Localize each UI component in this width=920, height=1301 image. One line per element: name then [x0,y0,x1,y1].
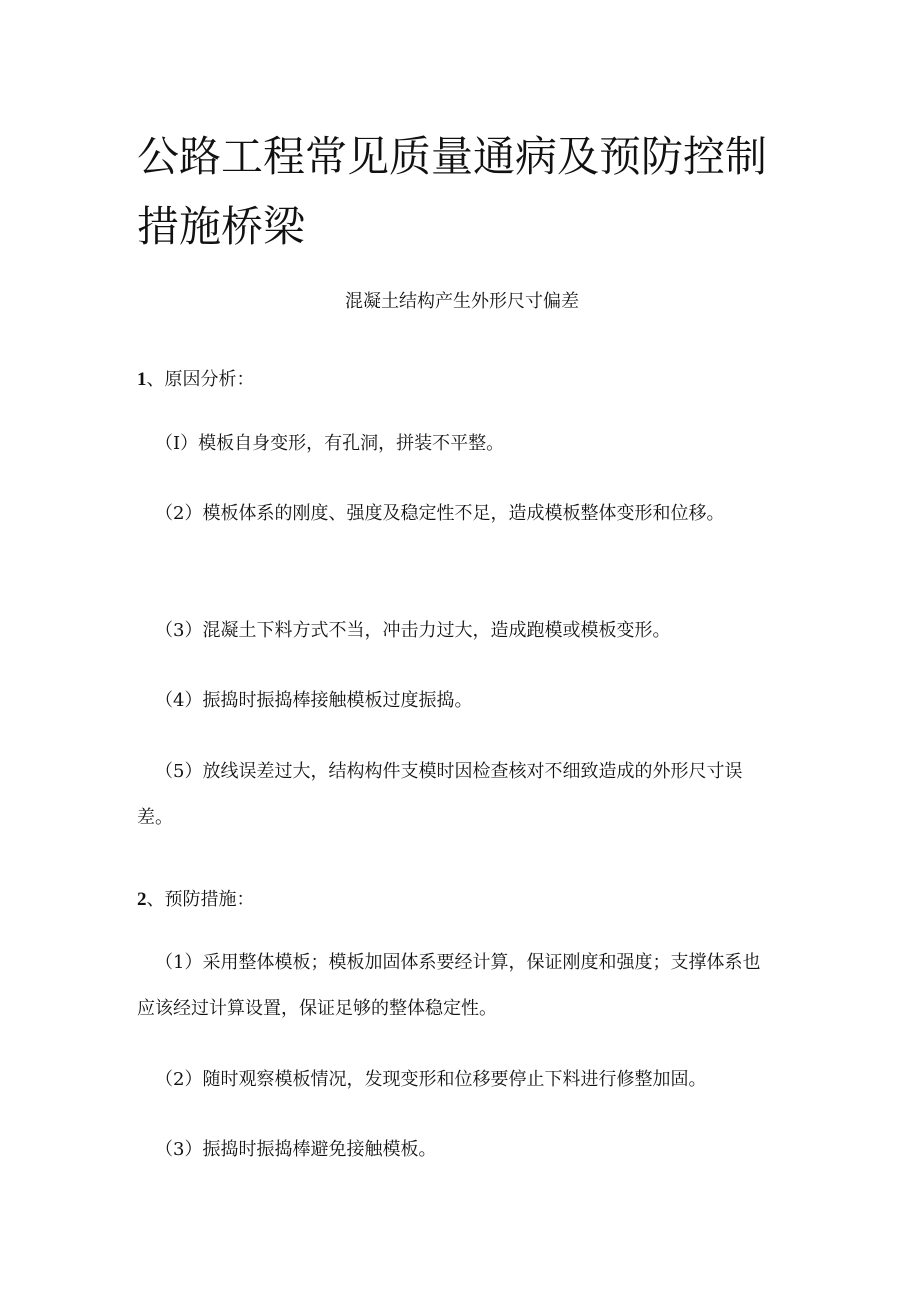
document-subtitle: 混凝土结构产生外形尺寸偏差 [345,291,579,312]
section-heading-cause-analysis [137,366,769,394]
document-title: 公路工程常见质量通病及预防控制措施桥梁 [137,132,768,251]
list-item: （3）混凝土下料方式不当，冲击力过大，造成跑模或模板变形。 [155,620,671,641]
list-item: （3）振捣时振捣棒避免接触模板。 [155,1139,437,1160]
list-item: （2）模板体系的刚度、强度及稳定性不足，造成模板整体变形和位移。 [155,503,725,524]
section-heading-prevention [137,886,769,914]
section-title: 、原因分析： [146,369,255,390]
list-item: （4）振捣时振捣棒接触模板过度振捣。 [155,690,473,711]
list-item: （2）随时观察模板情况，发现变形和位移要停止下料进行修整加固。 [155,1069,707,1090]
list-item: （I）模板自身变形，有孔洞，拼装不平整。 [155,433,505,454]
list-item: （1）采用整体模板；模板加固体系要经计算，保证刚度和强度；支撑体系也应该经过计算设置，保证足够的整体稳定性。 [137,952,761,1019]
section-number: 1 [137,369,147,390]
list-item: （5）放线误差过大，结构构件支模时因检查核对不细致造成的外形尺寸误差。 [137,761,743,828]
section-number: 2 [137,889,147,910]
section-title: 、预防措施： [146,889,255,910]
